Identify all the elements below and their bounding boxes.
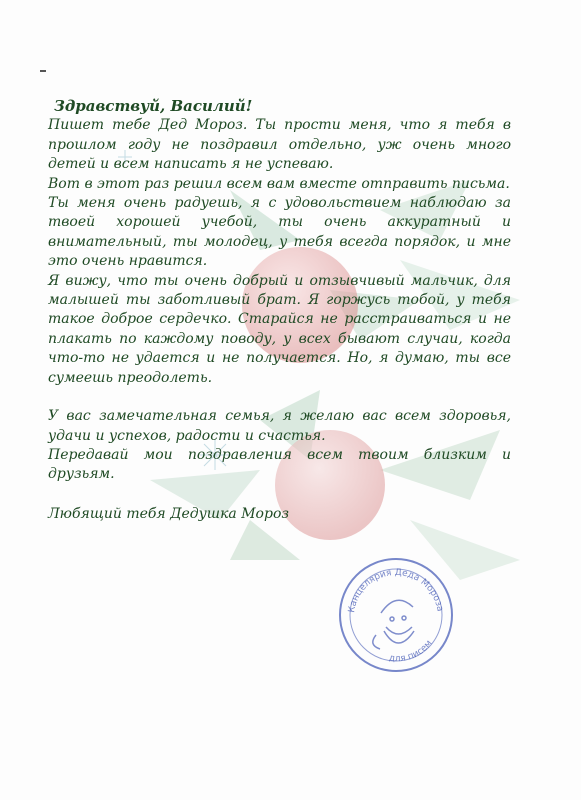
letter-greeting: Здравствуй, Василий! xyxy=(54,97,253,115)
letter-paragraph: Передавай мои поздравления всем твоим близким и друзьям. xyxy=(48,446,511,483)
letter-body xyxy=(48,97,511,524)
letter-signature: Любящий тебя Дедушка Мороз xyxy=(48,505,290,522)
santa-stamp xyxy=(336,555,456,675)
letter-paragraph: У вас замечательная семья, я желаю вас всем здоровья, удачи и успехов, радости и счастья. xyxy=(48,408,511,444)
paragraph-spacer xyxy=(48,388,511,407)
letter-paragraph: Вот в этот раз решил всем вам вместе отправить письма. xyxy=(48,175,510,192)
letter-paragraph: Пишет тебе Дед Мороз. Ты прости меня, что я тебя в прошлом году не поздравил отдельно, уж очень много детей и всем написать я не успеваю. xyxy=(48,117,511,173)
stamp-text-top: Канцелярия Деда Мороза xyxy=(347,567,445,614)
svg-text:Канцелярия Деда Мороза xyxy=(347,568,444,614)
stamp-text-bottom: для писем xyxy=(388,638,435,665)
santa-face-icon xyxy=(373,600,414,649)
scan-mark xyxy=(40,70,46,72)
letter-paragraph: Ты меня очень радуешь, я с удовольствием наблюдаю за твоей хорошей учебой, ты очень аккуратный и внимательный, ты молодец, у тебя всегда порядок, и мне это очень нравится. xyxy=(48,195,511,270)
letter-paragraph: Я вижу, что ты очень добрый и отзывчивый мальчик, для малышей ты заботливый брат. Я горжусь тобой, у тебя такое доброе сердечко. Старайся не расстраиваться и не плакать по каждому поводу, у всех бывают случаи, когда что-то не удается и не получается. Но, я думаю, ты все сумеешь преодолеть. xyxy=(48,272,511,386)
